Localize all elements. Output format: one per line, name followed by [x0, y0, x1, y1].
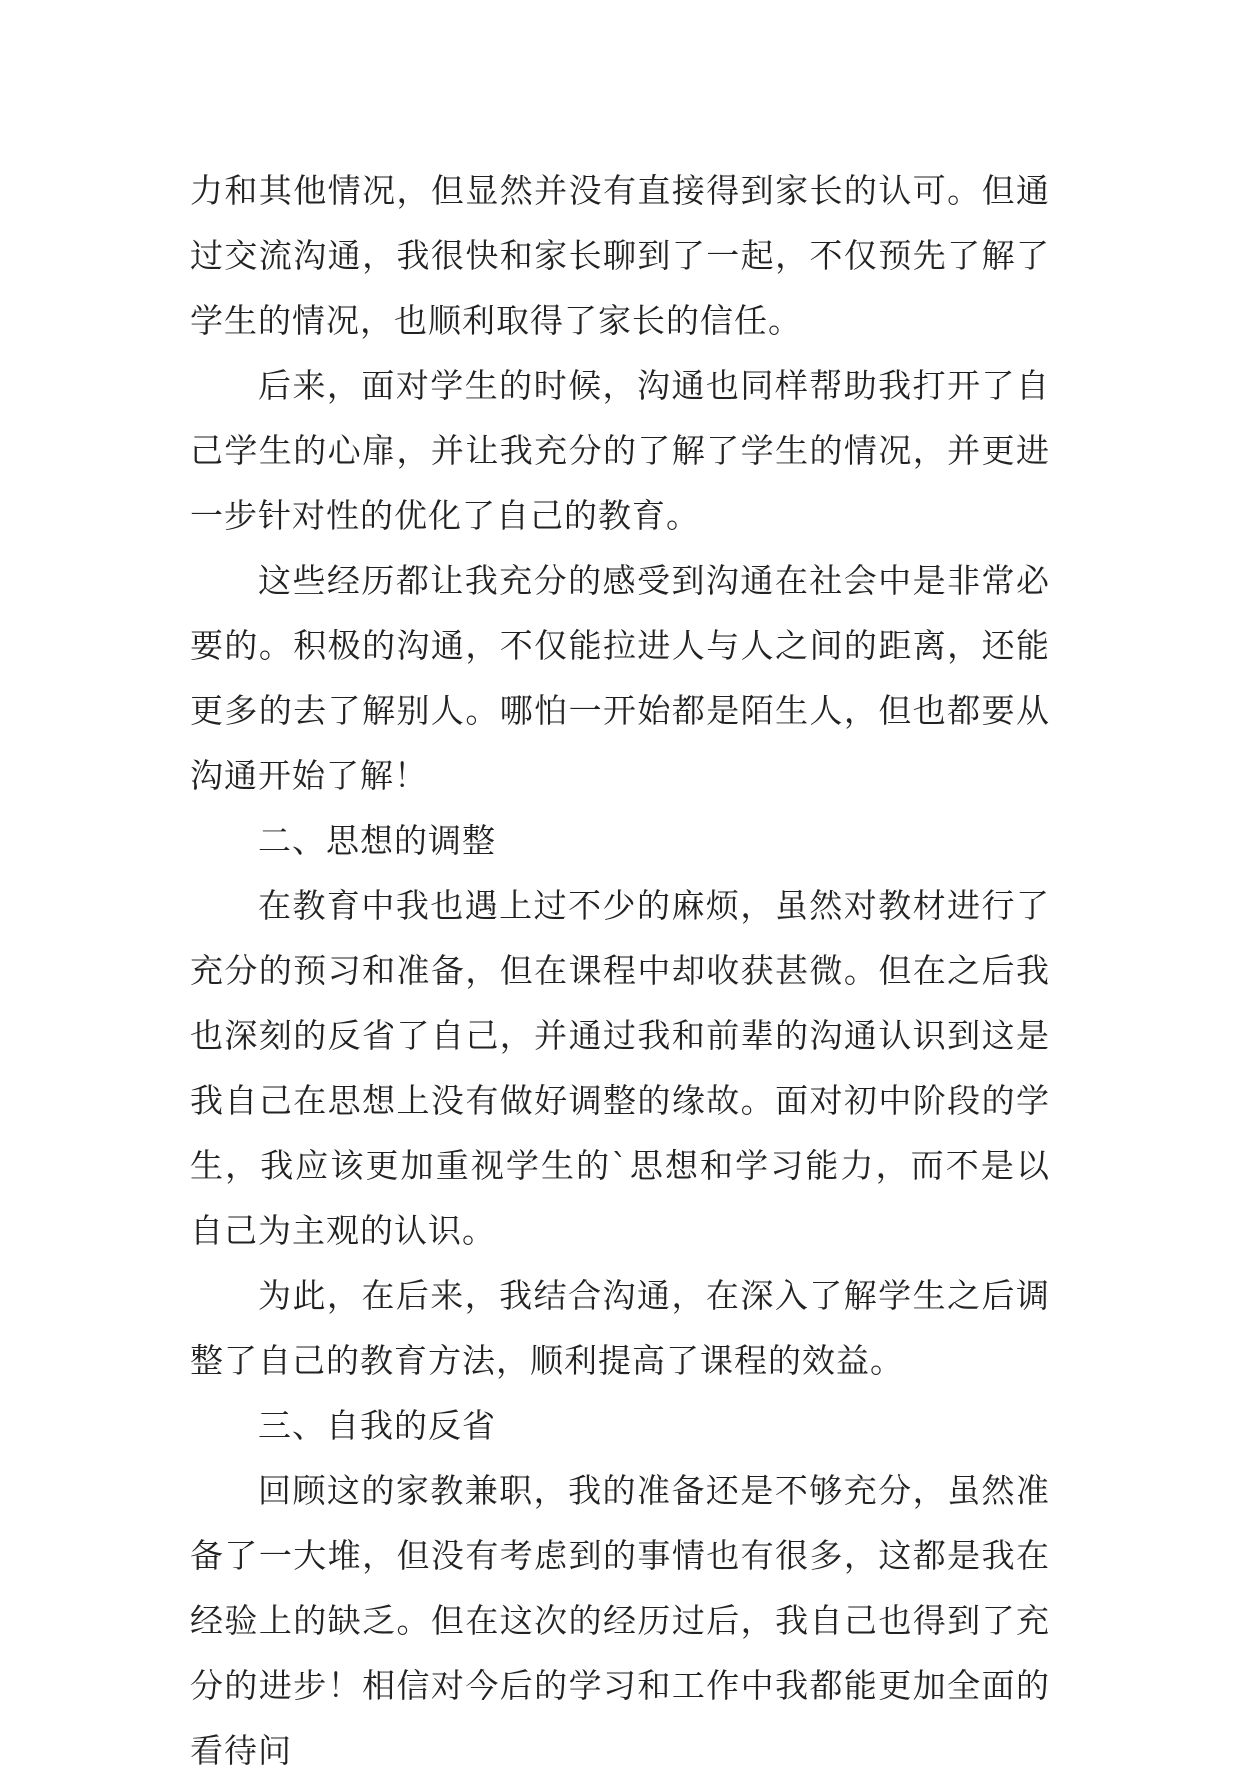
paragraph: 为此，在后来，我结合沟通，在深入了解学生之后调整了自己的教育方法，顺利提高了课程的效益。 [190, 1276, 1050, 1380]
paragraph: 在教育中我也遇上过不少的麻烦，虽然对教材进行了充分的预习和准备，但在课程中却收获甚微。但在之后我也深刻的反省了自己，并通过我和前辈的沟通认识到这是我自己在思想上没有做好调整的缘故。面对初中阶段的学生，我应该更加重视学生的`思想和学习能力，而不是以自己为主观的认识。 [190, 886, 1050, 1250]
paragraph: 后来，面对学生的时候，沟通也同样帮助我打开了自己学生的心扉，并让我充分的了解了学生的情况，并更进一步针对性的优化了自己的教育。 [190, 366, 1050, 535]
section-heading: 二、思想的调整 [258, 821, 496, 860]
section-heading: 三、自我的反省 [258, 1406, 496, 1445]
paragraph: 力和其他情况，但显然并没有直接得到家长的认可。但通过交流沟通，我很快和家长聊到了一起，不仅预先了解了学生的情况，也顺利取得了家长的信任。 [190, 171, 1050, 340]
document-body [190, 158, 1050, 1783]
paragraph: 回顾这的家教兼职，我的准备还是不够充分，虽然准备了一大堆，但没有考虑到的事情也有很多，这都是我在经验上的缺乏。但在这次的经历过后，我自己也得到了充分的进步！相信对今后的学习和工作中我都能更加全面的看待问 [190, 1471, 1050, 1770]
paragraph: 这些经历都让我充分的感受到沟通在社会中是非常必要的。积极的沟通，不仅能拉进人与人之间的距离，还能更多的去了解别人。哪怕一开始都是陌生人，但也都要从沟通开始了解！ [190, 561, 1050, 795]
